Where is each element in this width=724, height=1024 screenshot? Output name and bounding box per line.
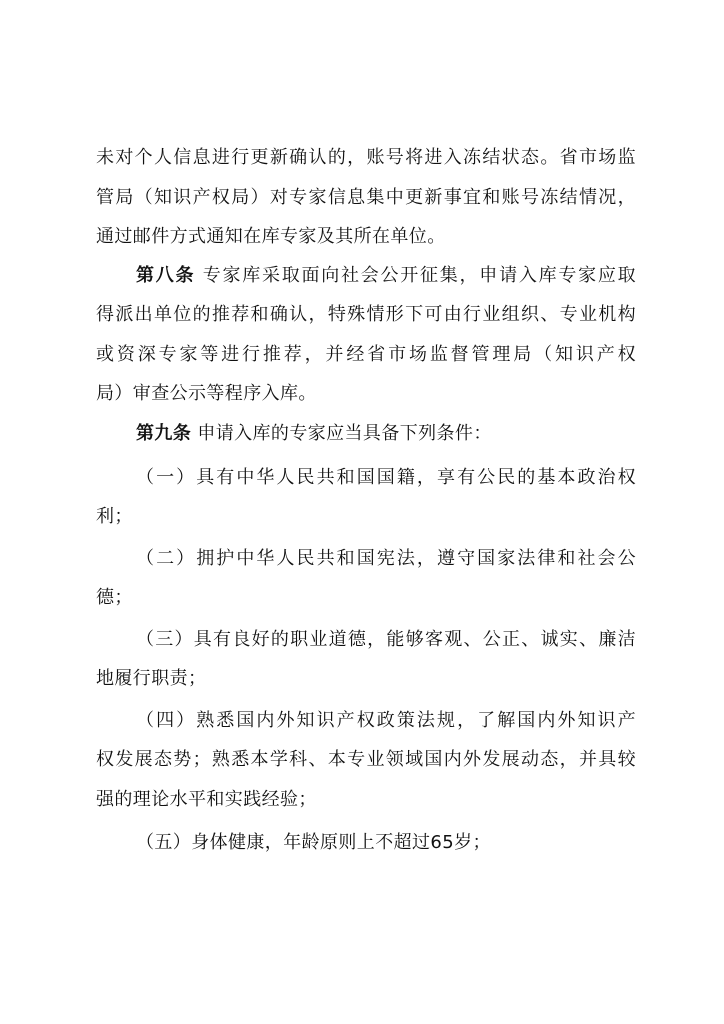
condition-4-line-2: 权发展态势；熟悉本学科、本专业领域国内外发展动态，并具较: [96, 749, 636, 770]
condition-4-line-1: （四）熟悉国内外知识产权政策法规，了解国内外知识产: [136, 710, 636, 731]
condition-2-line-2: 德；: [96, 587, 133, 608]
article-9-heading: 第九条: [136, 423, 192, 444]
article-8-line-4: 局）审查公示等程序入库。: [96, 383, 317, 404]
article-8-heading: 第八条: [136, 265, 196, 286]
condition-3-line-1: （三）具有良好的职业道德，能够客观、公正、诚实、廉洁: [136, 629, 636, 650]
article-8-line-3: 或资深专家等进行推荐，并经省市场监督管理局（知识产权: [96, 344, 636, 365]
paragraph-1-line-3: 通过邮件方式通知在库专家及其所在单位。: [96, 226, 446, 247]
article-9-first-line: [136, 421, 636, 447]
article-8-first-line-text: 专家库采取面向社会公开征集，申请入库专家应取: [195, 265, 636, 286]
paragraph-1-line-1: 未对个人信息进行更新确认的，账号将进入冻结状态。省市场监: [96, 147, 636, 168]
condition-3-line-2: 地履行职责；: [96, 668, 207, 689]
condition-5-line-1: （五）身体健康，年龄原则上不超过65岁；: [136, 832, 491, 853]
condition-2-line-1: （二）拥护中华人民共和国宪法，遵守国家法律和社会公: [136, 548, 636, 569]
article-8-first-line: [136, 263, 636, 289]
condition-1-line-2: 利；: [96, 506, 133, 527]
condition-4-line-3: 强的理论水平和实践经验；: [96, 789, 317, 810]
article-9-first-line-text: 申请入库的专家应当具备下列条件：: [191, 423, 492, 444]
paragraph-1-line-2: 管局（知识产权局）对专家信息集中更新事宜和账号冻结情况，: [96, 187, 636, 208]
article-8-line-2: 得派出单位的推荐和确认，特殊情形下可由行业组织、专业机构: [96, 304, 636, 325]
condition-1-line-1: （一）具有中华人民共和国国籍，享有公民的基本政治权: [136, 467, 636, 488]
